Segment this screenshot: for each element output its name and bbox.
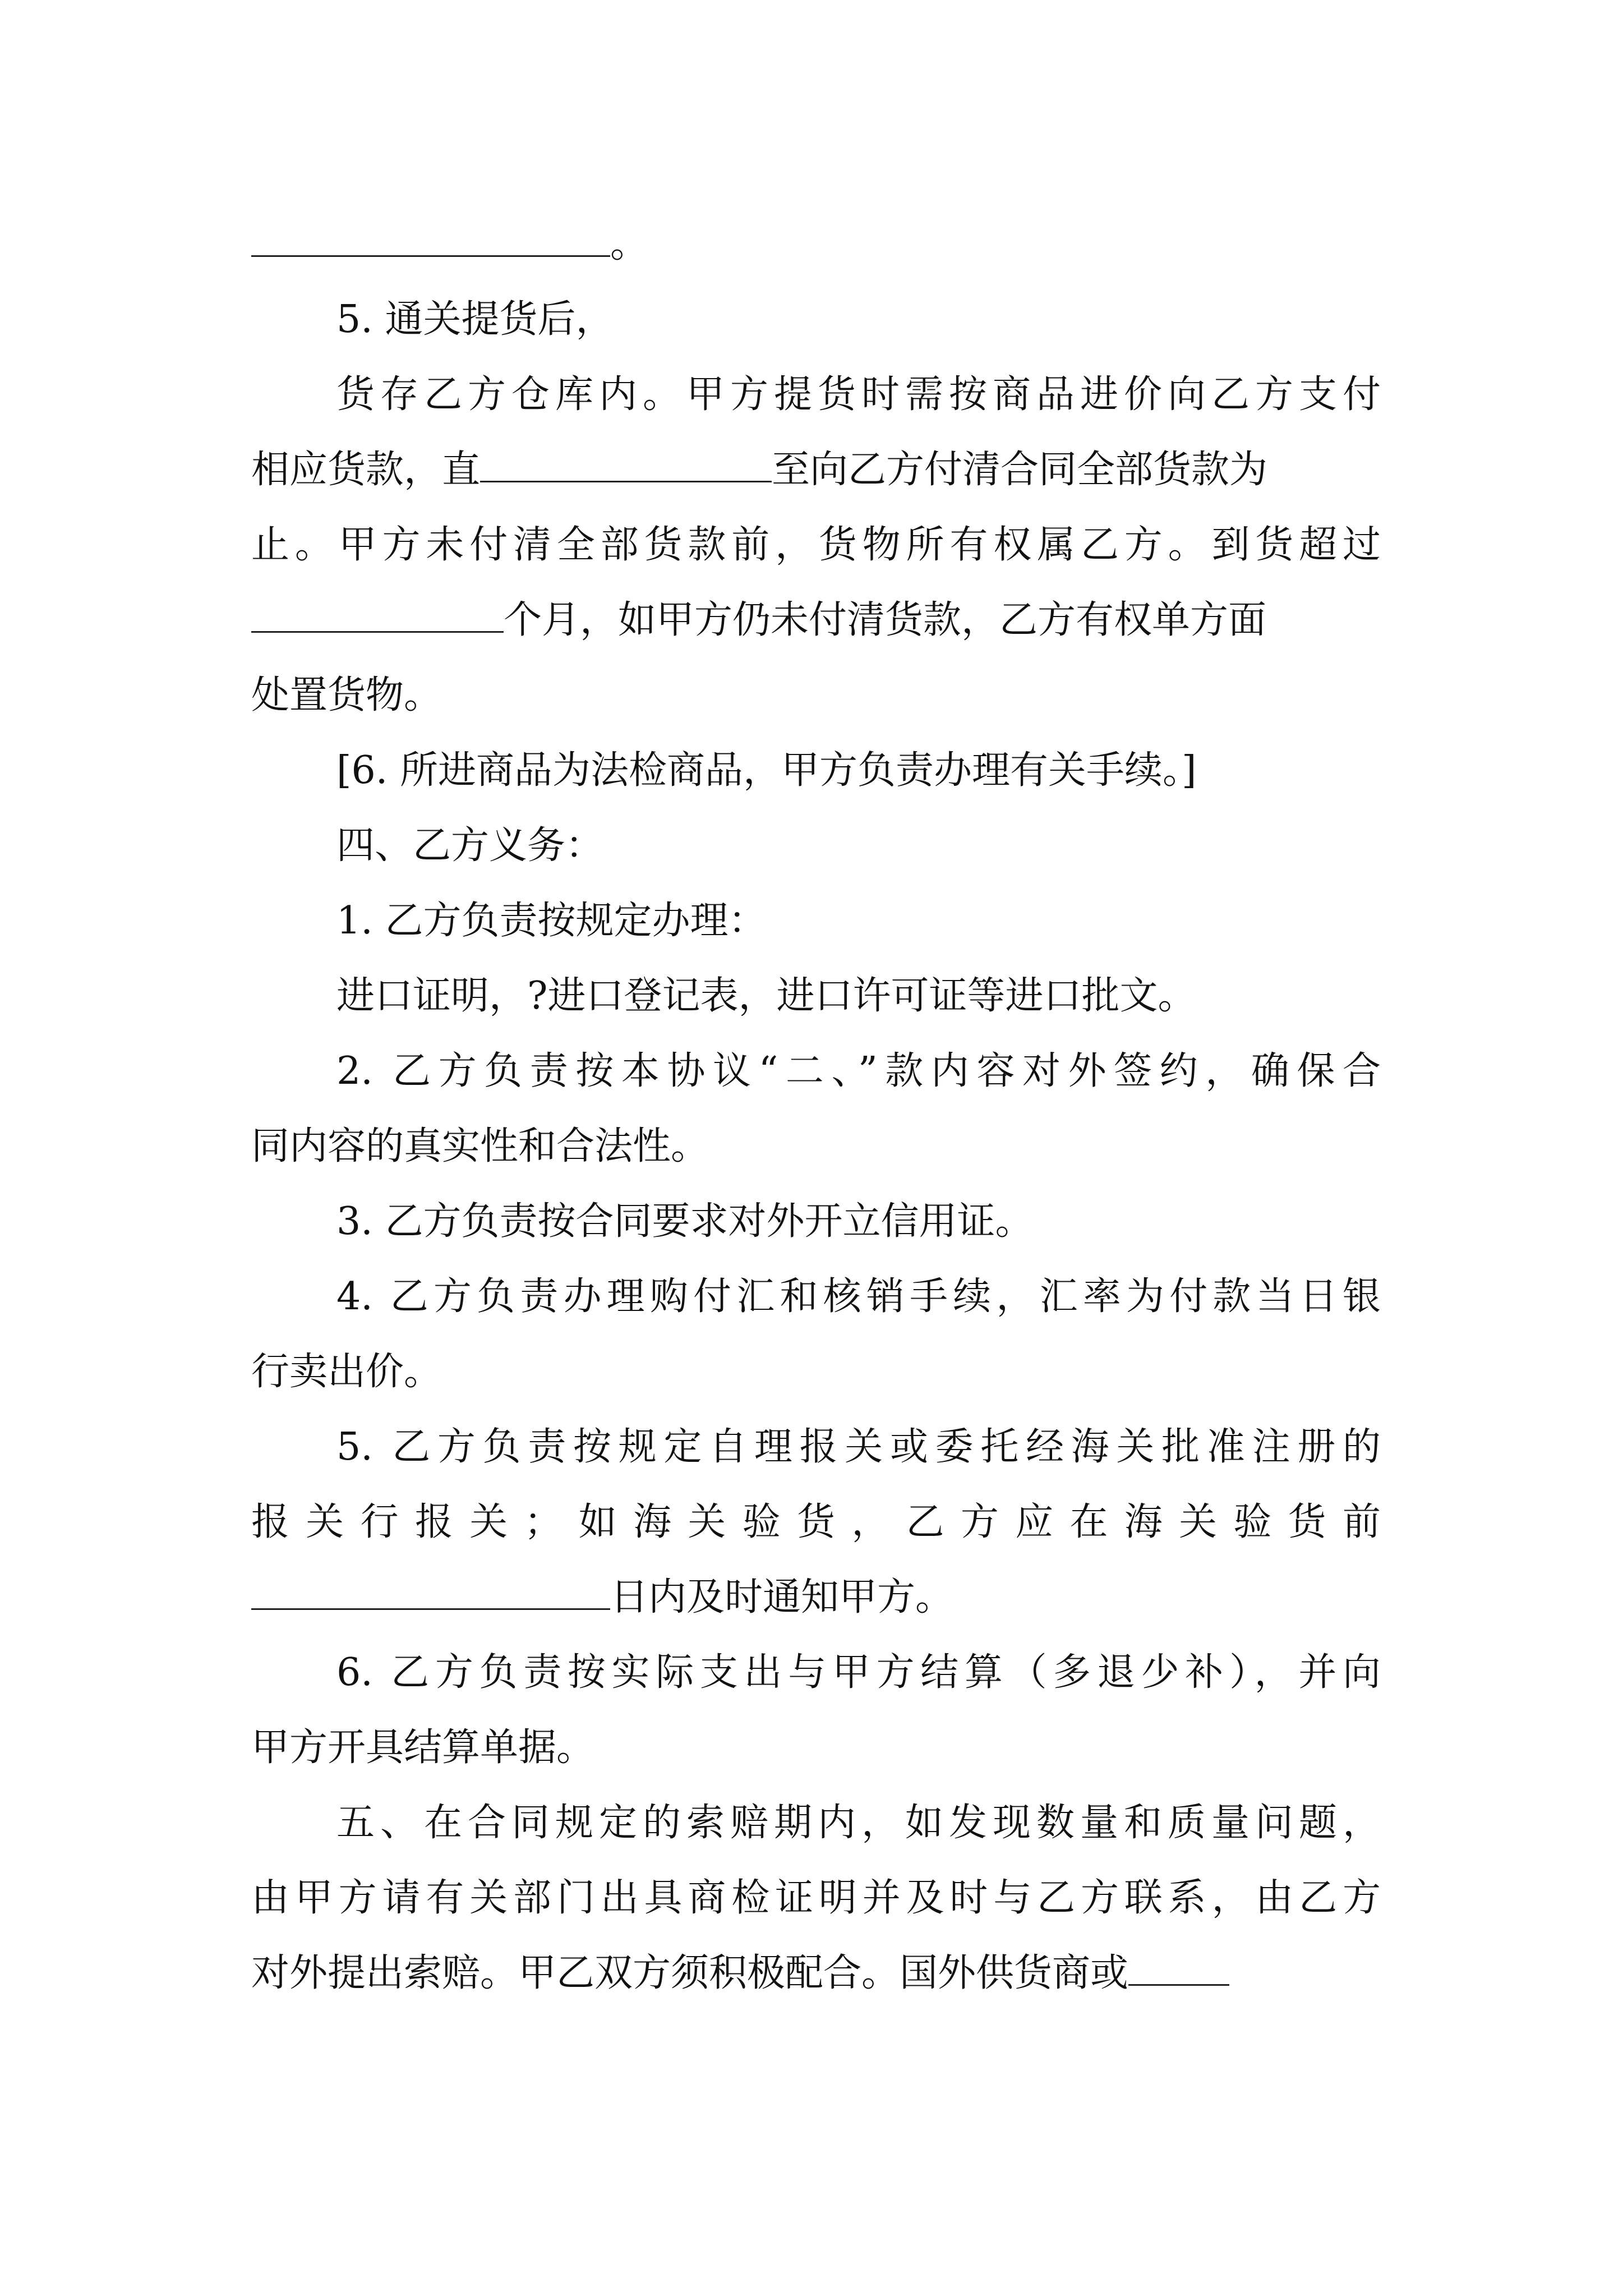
text-line-16: 行卖出价。 xyxy=(251,1350,442,1394)
text-line-22: 五、在合同规定的索赔期内，如发现数量和质量问题， xyxy=(336,1801,1381,1845)
text-line-14: 3. 乙方负责按合同要求对外开立信用证。 xyxy=(336,1199,1034,1244)
text-line-11: 进口证明，?进口登记表，进口许可证等进口批文。 xyxy=(336,974,1196,1018)
text-line-5: 止。甲方未付清全部货款前，货物所有权属乙方。到货超过 xyxy=(251,523,1381,567)
text-line-6: 个月，如甲方仍未付清货款，乙方有权单方面 xyxy=(251,592,1381,648)
blank-field xyxy=(1128,1950,1229,1986)
text-line-24: 对外提出索赔。甲乙双方须积极配合。国外供货商或 xyxy=(251,1945,1381,2001)
text-line-17: 5. 乙方负责按规定自理报关或委托经海关批准注册的 xyxy=(336,1425,1381,1469)
section-heading: 四、乙方义务： xyxy=(336,823,604,868)
text-line-3: 货存乙方仓库内。甲方提货时需按商品进价向乙方支付 xyxy=(336,372,1381,417)
text-line-20: 6. 乙方负责按实际支出与甲方结算（多退少补），并向 xyxy=(336,1650,1381,1695)
blank-field xyxy=(480,447,772,482)
text-line-10: 1. 乙方负责按规定办理： xyxy=(336,899,767,943)
text-line-23: 由甲方请有关部门出具商检证明并及时与乙方联系，由乙方 xyxy=(251,1876,1381,1920)
blank-field xyxy=(251,222,610,257)
text-line-18: 报关行报关；如海关验货，乙方应在海关验货前 xyxy=(251,1500,1381,1544)
blank-field xyxy=(251,597,504,633)
text-line-1: 。 xyxy=(251,217,1381,273)
text-line-13: 同内容的真实性和合法性。 xyxy=(251,1124,709,1168)
text-line-19: 日内及时通知甲方。 xyxy=(251,1570,1381,1626)
text-line-12: 2. 乙方负责按本协议“二、”款内容对外签约，确保合 xyxy=(336,1049,1381,1093)
blank-field xyxy=(251,1575,610,1610)
text-line-15: 4. 乙方负责办理购付汇和核销手续，汇率为付款当日银 xyxy=(336,1274,1381,1319)
text-line-2: 5. 通关提货后， xyxy=(336,297,614,342)
text-line-7: 处置货物。 xyxy=(251,673,442,717)
text-line-4: 相应货款，直 至向乙方付清合同全部货款为 xyxy=(251,448,1268,492)
text-line-21: 甲方开具结算单据。 xyxy=(251,1726,595,1770)
text-line-8: [6. 所进商品为法检商品，甲方负责办理有关手续。] xyxy=(336,748,1197,793)
